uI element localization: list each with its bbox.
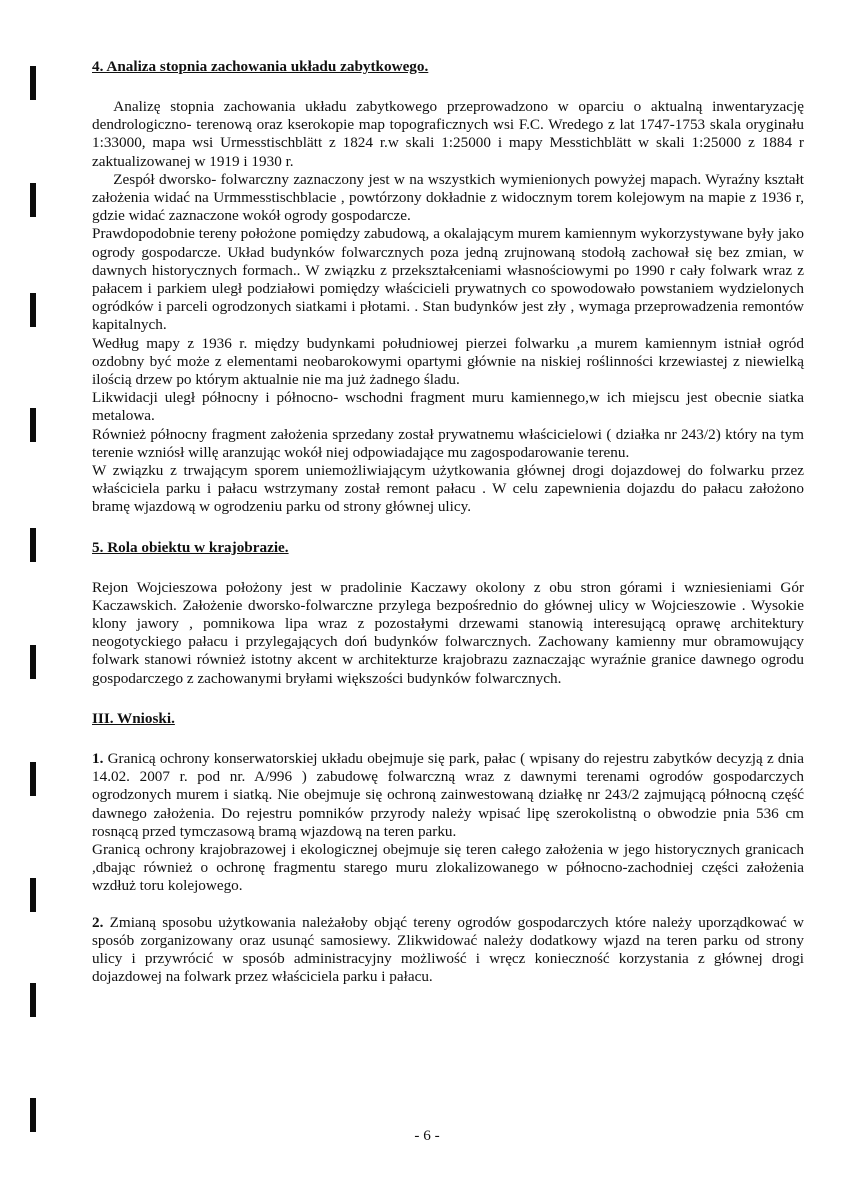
conclusion-extra: Granicą ochrony krajobrazowej i ekologicznej obejmuje się teren całego założenia w jego historycznych granicach ,dbając również o ochronę fragmentu starego muru zlokalizowanego w północno-zachodniej części założenia wzdłuż toru kolejowego.	[92, 840, 804, 895]
section-5-heading: 5. Rola obiektu w krajobrazie.	[92, 538, 289, 556]
binder-mark	[30, 983, 36, 1017]
conclusion-item	[92, 914, 804, 987]
page-number: - 6 -	[414, 1127, 440, 1144]
section-5-paragraph: Rejon Wojcieszowa położony jest w pradolinie Kaczawy okolony z obu stron górami i wzniesieniami Gór Kaczawskich. Założenie dworsko-folwarczne przylega bezpośrednio do głównej ulicy w Wojcieszowie . Wysokie klony jawory , pomnikowa lipa wraz z pozostałymi drzewami stanowią interesującą oprawę architektury neogotyckiego pałacu i przylegających doń budynków folwarcznych. Zachowany kamienny mur obramowujący folwark stanowi również istotny akcent w architekturze krajobrazu zaznaczając wyraźnie granice dawnego ogrodu gospodarczego z zachowanymi bryłami większości budynków folwarcznych.	[92, 578, 804, 687]
section-4-paragraph: Likwidacji uległ północny i północno- wschodni fragment muru kamiennego,w ich miejscu jest obecnie siatka metalowa.	[92, 389, 804, 425]
binder-mark	[30, 645, 36, 679]
section-4-paragraph: Zespół dworsko- folwarczny zaznaczony jest w na wszystkich wymienionych powyżej mapach. Wyraźny kształt założenia widać na Urmmesstischblacie , powtórzony dokładnie z widocznym torem kolejowym na mapie z 1936 r, gdzie widać zaznaczone wokół ogrody gospodarcze.	[92, 170, 804, 225]
section-4-paragraph: W związku z trwającym sporem uniemożliwiającym użytkowania głównej drogi dojazdowej do folwarku przez właściciela parku i pałacu wstrzymany został remont pałacu . W celu zapewnienia dojazdu do pałacu założono bramę wjazdową w ogrodzeniu parku od strony głównej ulicy.	[92, 462, 804, 516]
binder-mark	[30, 66, 36, 100]
section-4-paragraph: Również północny fragment założenia sprzedany został prywatnemu właścicielowi ( działka nr 243/2) który na tym terenie wzniósł willę aranzując wokół niej odpowiadające mu zagospodarowanie terenu.	[92, 425, 804, 461]
document-body	[92, 58, 804, 986]
binder-mark	[30, 878, 36, 912]
binder-mark	[30, 293, 36, 327]
conclusion-number: 1.	[92, 749, 104, 767]
section-4-paragraph: Prawdopodobnie tereny położone pomiędzy zabudową, a okalającym murem kamiennym wykorzystywane były jako ogrody gospodarcze. Układ budynków folwarcznych poza jedną zrujnowaną stodołą zachował się bez zmian, w dawnych historycznych formach.. W związku z przekształceniami własnościowymi po 1990 r cały folwark wraz z pałacem i parkiem uległ podziałowi pomiędzy właścicieli prywatnych co spowodowało powstaniem wydzielonych ogródków i parceli ogrodzonych siatkami i płotami. . Stan budynków jest zły , wymaga przeprowadzenia remontów kapitalnych.	[92, 225, 804, 334]
section-4-paragraph: Według mapy z 1936 r. między budynkami południowej pierzei folwarku ,a murem kamiennym istniał ogród ozdobny być może z elementami neobarokowymi opartymi głównie na niskiej roślinności krzewiastej z niewielką ilością drzew po którym aktualnie nie ma już żadnego śladu.	[92, 334, 804, 389]
conclusion-text: Granicą ochrony konserwatorskiej układu obejmuje się park, pałac ( wpisany do rejestru zabytków decyzją z dnia 14.02. 2007 r. pod nr. A/996 ) zabudowę folwarczną wraz z dawnymi terenami ogrodów gospodarczych ogrodzonych murem i siatką. Nie obejmuje się ochroną zainwestowaną działkę nr 243/2 zajmującą północną część dawnego założenia. Do rejestru pomników przyrody należy wpisać lipę szerokolistną o obwodzie pnia 536 cm rosnącą przed tymczasową bramą wjazdową na teren parku.	[92, 749, 805, 840]
binder-mark	[30, 408, 36, 442]
conclusion-text: Zmianą sposobu użytkowania należałoby objąć tereny ogrodów gospodarczych które należy uporządkować w sposób zorganizowany oraz usunąć samosiewy. Zlikwidować należy dodatkowy wjazd na teren parku od strony ulicy i przywrócić w sposób administracyjny możliwość i wręcz konieczność korzystania z głównej drogi dojazdowej na folwark przez właściciela parku i pałacu.	[92, 913, 804, 986]
conclusion-number: 2.	[92, 913, 104, 931]
conclusion-item	[92, 750, 804, 841]
binder-mark	[30, 528, 36, 562]
section-4-heading: 4. Analiza stopnia zachowania układu zabytkowego.	[92, 58, 429, 75]
binder-mark	[30, 762, 36, 796]
section-4-paragraph: Analizę stopnia zachowania układu zabytkowego przeprowadzono w oparciu o aktualną inwentaryzację dendrologiczno- terenową oraz kserokopie map topograficznych wsi F.C. Wredego z lat 1747-1753 skala oryginału 1:33000, mapa wsi Urmesstischblätt z 1824 r.w skali 1:25000 i mapy Messtichblätt w skali 1:25000 z 1884 r zaktualizowanej w 1919 i 1930 r.	[92, 98, 804, 170]
binder-mark	[30, 183, 36, 217]
section-3-heading: III. Wnioski.	[92, 709, 175, 727]
